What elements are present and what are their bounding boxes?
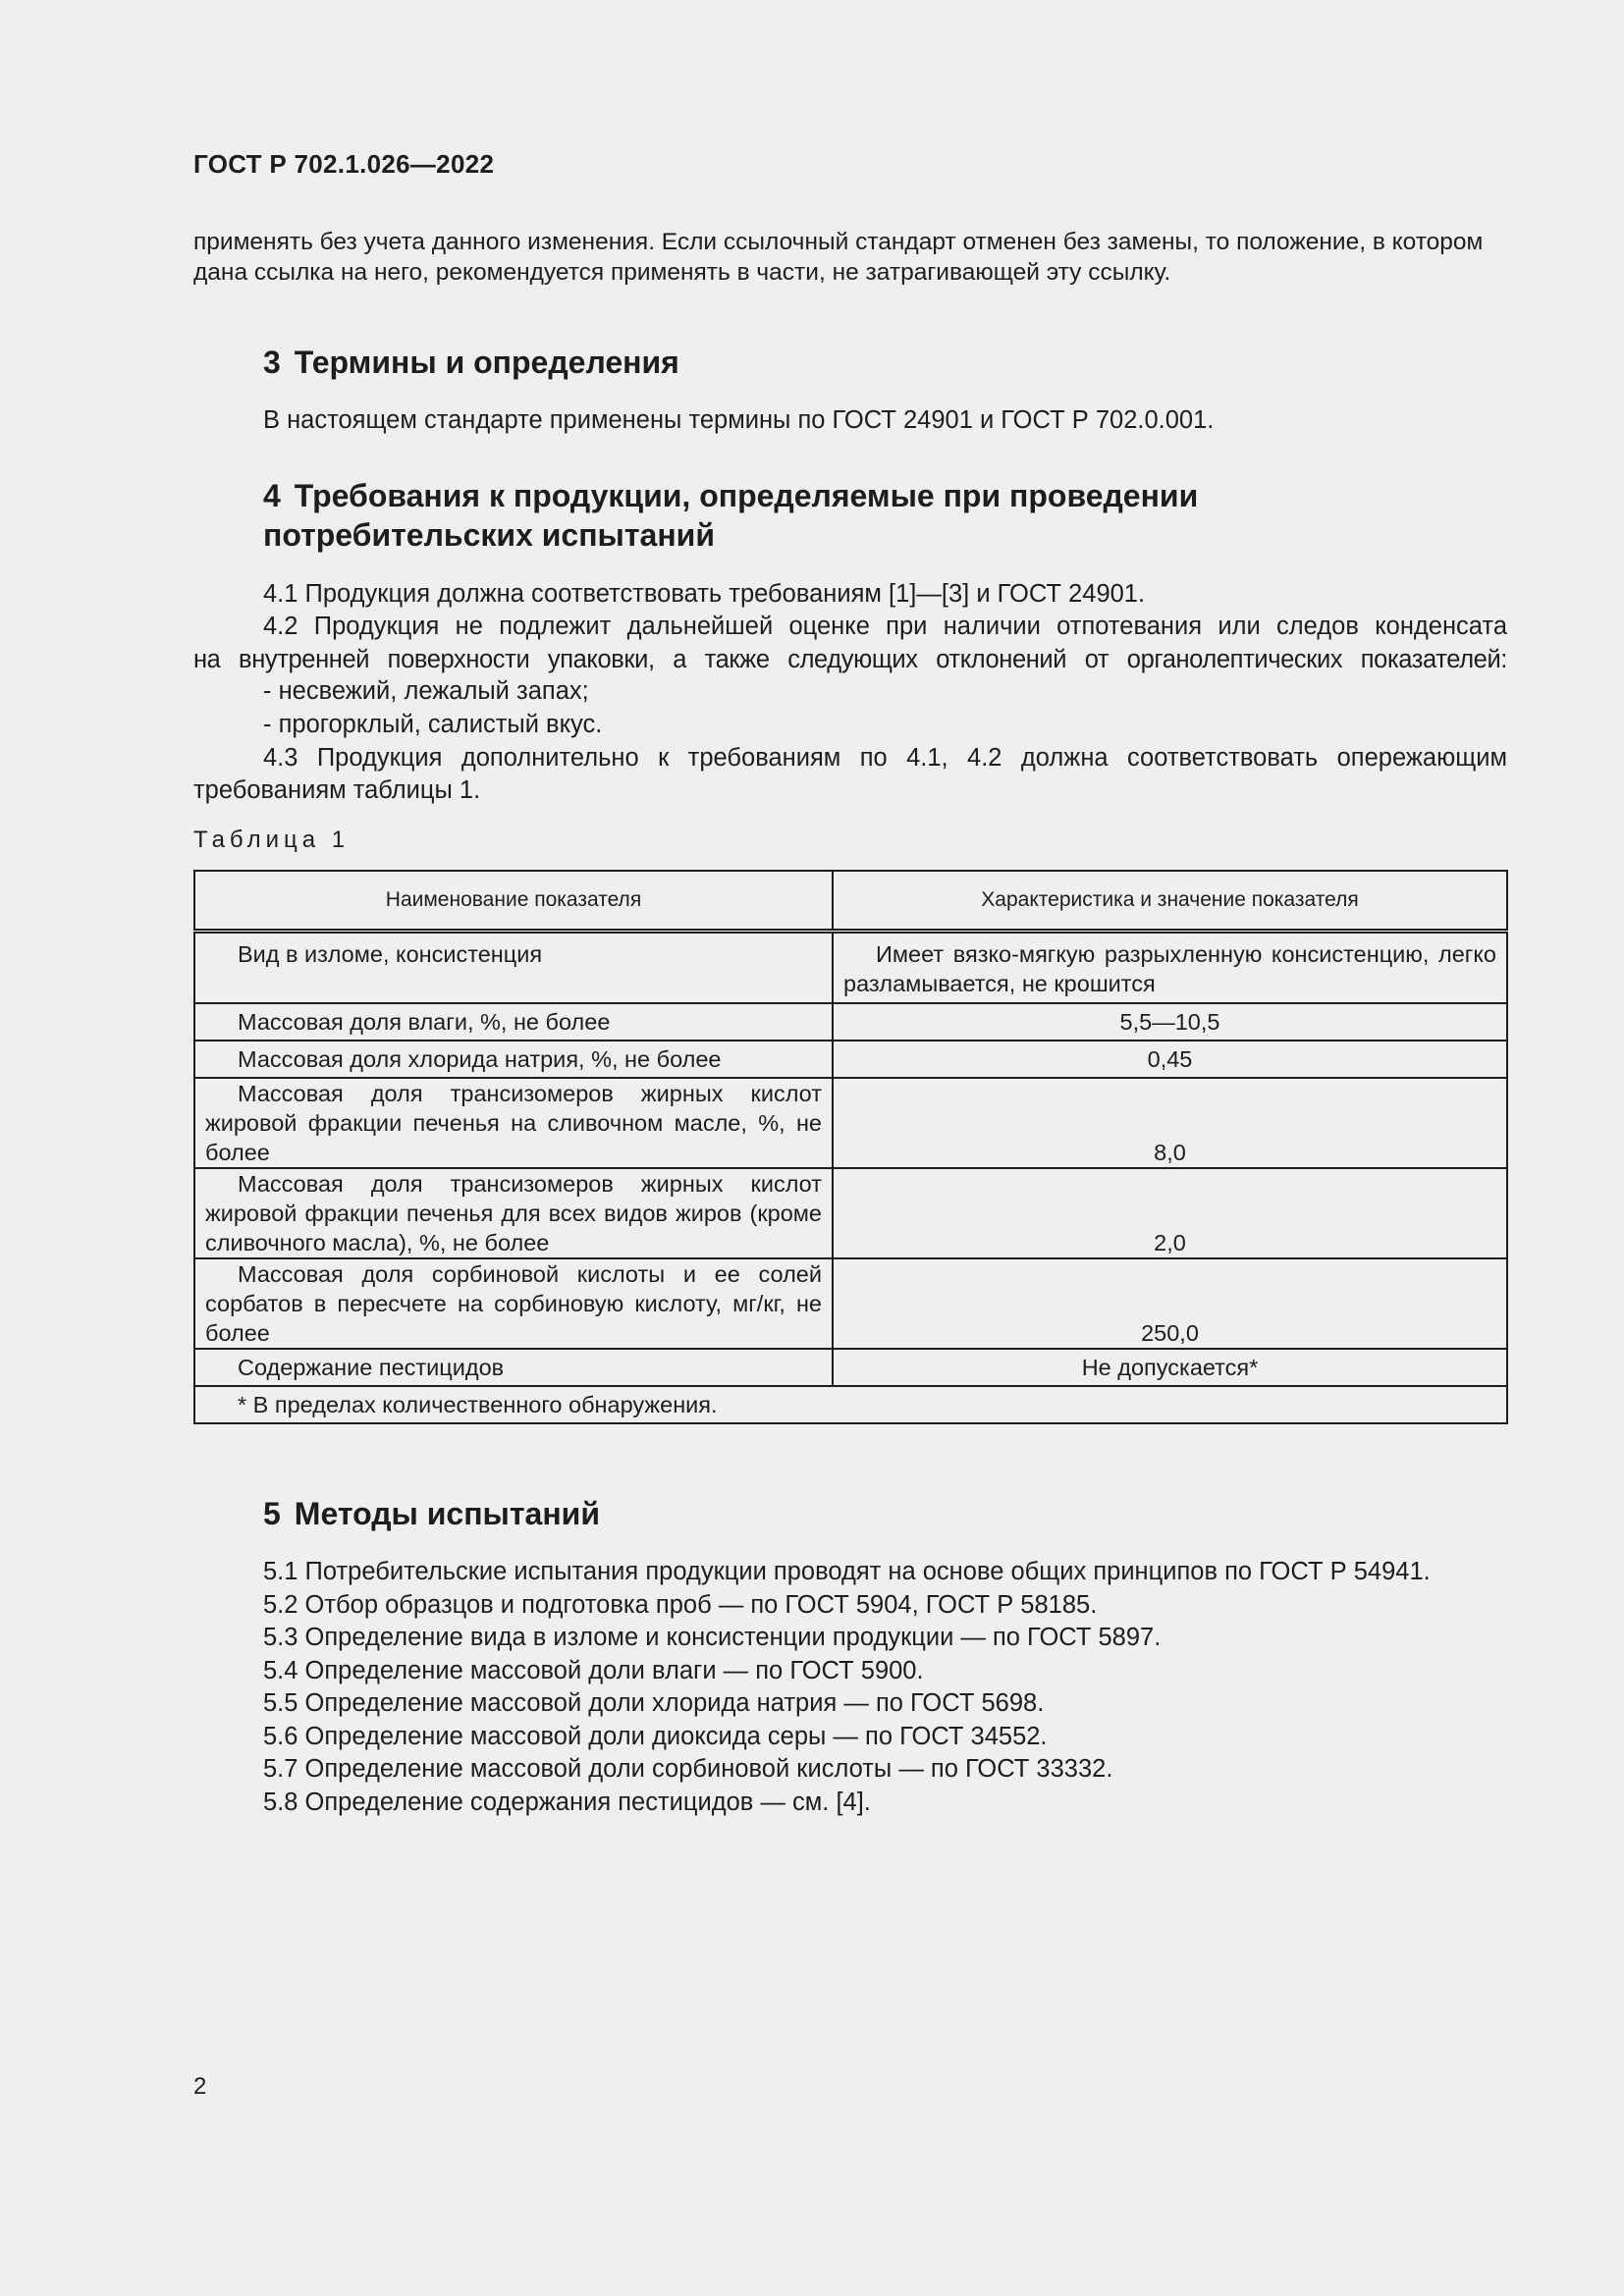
table-cell-value: 8,0: [833, 1078, 1507, 1168]
table-cell-value: 0,45: [833, 1041, 1507, 1078]
table-cell-name: Массовая доля влаги, %, не более: [194, 1003, 833, 1041]
table-cell-value: 250,0: [833, 1258, 1507, 1349]
section-4-heading: [263, 476, 1198, 515]
clause-4-2-line-1: 4.2 Продукция не подлежит дальнейшей оценке при наличии отпотевания или следов конденсата: [263, 613, 1507, 640]
table-cell-name: Вид в изломе, консистенция: [194, 932, 833, 1004]
table-row: [194, 1168, 1507, 1258]
table-cell-value: Имеет вязко-мягкую разрыхленную консистенцию, легко разламывается, не крошится: [833, 932, 1507, 1004]
list-item: 5.6 Определение массовой доли диоксида серы — по ГОСТ 34552.: [263, 1722, 1048, 1750]
intro-line-2: дана ссылка на него, рекомендуется применять в части, не затрагивающей эту ссылку.: [193, 259, 1171, 286]
table-header-row: [194, 871, 1507, 932]
table-1: [193, 870, 1508, 1424]
table-row: [194, 1041, 1507, 1078]
section-3-title: Термины и определения: [294, 345, 679, 380]
section-5-number: 5: [263, 1496, 281, 1531]
list-item: 5.2 Отбор образцов и подготовка проб — по ГОСТ 5904, ГОСТ Р 58185.: [263, 1590, 1098, 1619]
methods-list: [263, 1556, 1431, 1819]
intro-line-1: применять без учета данного изменения. Если ссылочный стандарт отменен без замены, то положение, в котором: [193, 229, 1484, 255]
clause-4-2-line-2: на внутренней поверхности упаковки, а также следующих отклонений от органолептических показателей:: [193, 646, 1507, 673]
section-4-title-line-1: Требования к продукции, определяемые при проведении: [294, 478, 1199, 513]
table-cell-value: Не допускается*: [833, 1349, 1507, 1386]
table-row: [194, 1003, 1507, 1041]
section-5-title: Методы испытаний: [294, 1496, 600, 1531]
requirement-dash-item-1: - несвежий, лежалый запах;: [263, 677, 589, 705]
list-item: 5.4 Определение массовой доли влаги — по ГОСТ 5900.: [263, 1656, 924, 1684]
table-col-header-value: Характеристика и значение показателя: [833, 871, 1507, 932]
section-4-number: 4: [263, 478, 281, 513]
table-1-caption: Таблица 1: [193, 827, 351, 853]
table-footnote-row: [194, 1386, 1507, 1423]
clause-4-3-line-1: 4.3 Продукция дополнительно к требованиям по 4.1, 4.2 должна соответствовать опережающим: [263, 744, 1507, 772]
table-row: [194, 1078, 1507, 1168]
section-3-heading: [263, 343, 679, 382]
table-row: [194, 1258, 1507, 1349]
table-cell-name: Массовая доля трансизомеров жирных кислот жировой фракции печенья на сливочном масле, %, не более: [194, 1078, 833, 1168]
table-col-header-name: Наименование показателя: [194, 871, 833, 932]
table-footnote: * В пределах количественного обнаружения.: [194, 1386, 1507, 1423]
list-item: 5.3 Определение вида в изломе и консистенции продукции — по ГОСТ 5897.: [263, 1624, 1162, 1651]
table-row: [194, 932, 1507, 1004]
section-3-number: 3: [263, 345, 281, 380]
table-row: [194, 1349, 1507, 1386]
table-cell-value: 5,5—10,5: [833, 1003, 1507, 1041]
table-cell-name: Массовая доля хлорида натрия, %, не более: [194, 1041, 833, 1078]
list-item: 5.5 Определение массовой доли хлорида натрия — по ГОСТ 5698.: [263, 1689, 1045, 1717]
clause-4-3-line-2: требованиям таблицы 1.: [193, 776, 481, 804]
list-item: 5.1 Потребительские испытания продукции проводят на основе общих принципов по ГОСТ Р 54941.: [263, 1558, 1431, 1585]
page-number: 2: [193, 2073, 207, 2100]
section-4-title-line-2: потребительских испытаний: [263, 517, 716, 553]
table-cell-name: Массовая доля трансизомеров жирных кислот жировой фракции печенья для всех видов жиров (кроме сливочного масла), %, не более: [194, 1168, 833, 1258]
section-3-text: В настоящем стандарте применены термины по ГОСТ 24901 и ГОСТ Р 702.0.001.: [263, 406, 1215, 434]
table-cell-name: Массовая доля сорбиновой кислоты и ее солей сорбатов в пересчете на сорбиновую кислоту, мг/кг, не более: [194, 1258, 833, 1349]
list-item: 5.8 Определение содержания пестицидов — см. [4].: [263, 1788, 871, 1816]
document-code-header: ГОСТ Р 702.1.026—2022: [193, 149, 495, 179]
table-cell-name: Содержание пестицидов: [194, 1349, 833, 1386]
table-cell-value: 2,0: [833, 1168, 1507, 1258]
clause-4-1: 4.1 Продукция должна соответствовать требованиям [1]—[3] и ГОСТ 24901.: [263, 580, 1146, 608]
section-5-heading: [263, 1494, 600, 1533]
list-item: 5.7 Определение массовой доли сорбиновой кислоты — по ГОСТ 33332.: [263, 1755, 1113, 1783]
requirement-dash-item-2: - прогорклый, салистый вкус.: [263, 711, 603, 738]
